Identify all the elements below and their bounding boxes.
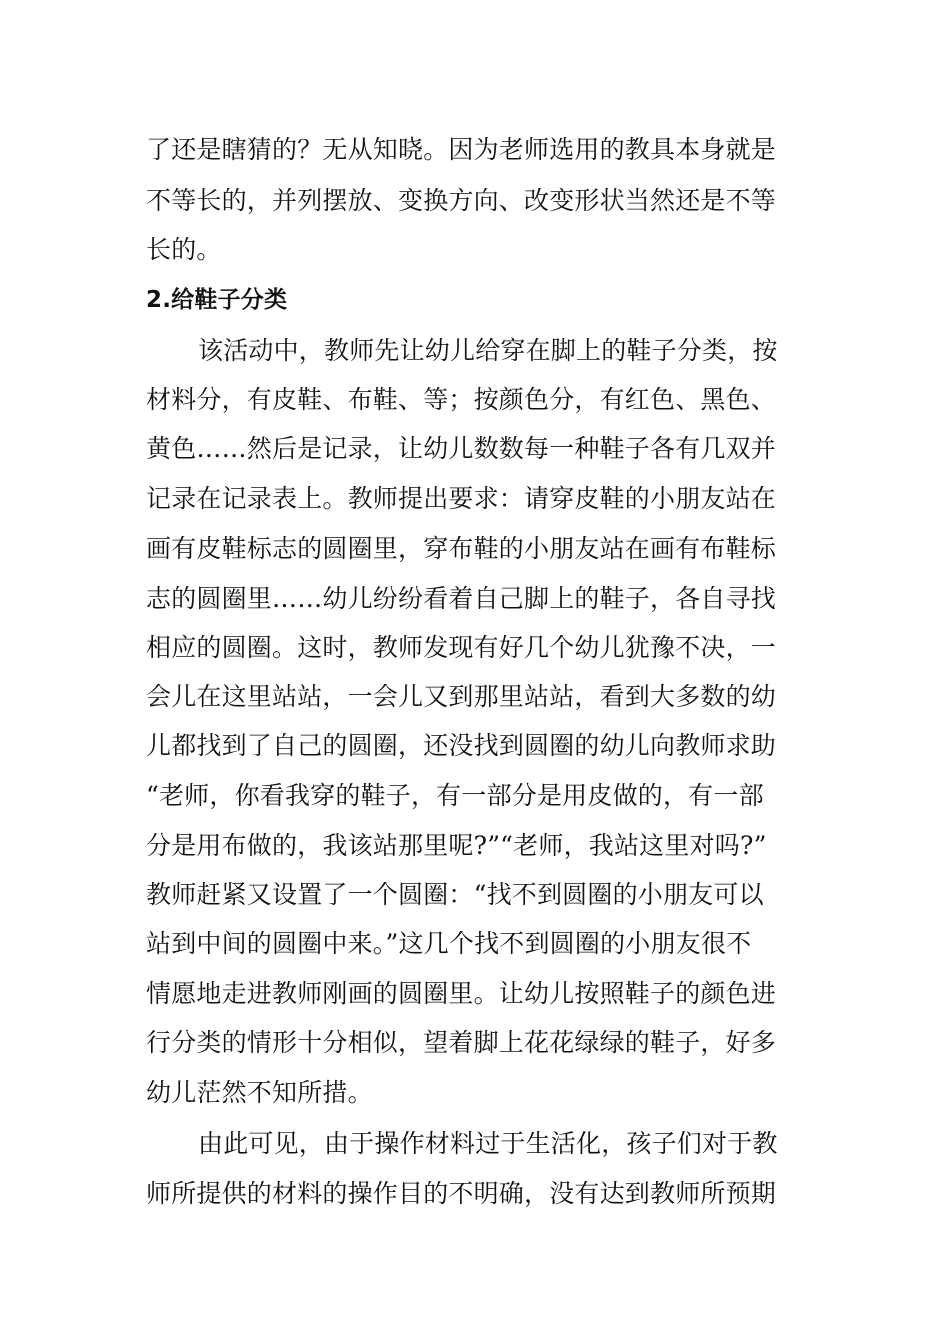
paragraph-line: 画有皮鞋标志的圆圈里，穿布鞋的小朋友站在画有布鞋标 (146, 534, 777, 563)
paragraph-line: 志的圆圈里……幼儿纷纷看着自己脚上的鞋子，各自寻找 (146, 584, 777, 613)
paragraph-line: 师所提供的材料的操作目的不明确，没有达到教师所预期 (146, 1179, 777, 1208)
paragraph-line: 站到中间的圆圈中来。”这几个找不到圆圈的小朋友很不 (146, 929, 752, 958)
paragraph-line: 教师赶紧又设置了一个圆圈：“找不到圆圈的小朋友可以 (146, 880, 764, 909)
paragraph-line: “老师，你看我穿的鞋子，有一部分是用皮做的，有一部 (146, 781, 764, 810)
paragraph-line: 儿都找到了自己的圆圈，还没找到圆圈的幼儿向教师求助 (146, 731, 777, 760)
paragraph-line: 行分类的情形十分相似，望着脚上花花绿绿的鞋子，好多 (146, 1028, 777, 1057)
paragraph-line: 由此可见，由于操作材料过于生活化，孩子们对于教 (198, 1129, 778, 1158)
paragraph-line: 不等长的，并列摆放、变换方向、改变形状当然还是不等 (146, 186, 777, 215)
paragraph-line: 相应的圆圈。这时，教师发现有好几个幼儿犹豫不决，一 (146, 633, 777, 662)
paragraph-line: 记录在记录表上。教师提出要求：请穿皮鞋的小朋友站在 (146, 484, 777, 513)
paragraph-line: 情愿地走进教师刚画的圆圈里。让幼儿按照鞋子的颜色进 (146, 979, 777, 1008)
paragraph-line: 材料分，有皮鞋、布鞋、等；按颜色分，有红色、黑色、 (146, 385, 777, 414)
paragraph-line: 了还是瞎猜的？无从知晓。因为老师选用的教具本身就是 (146, 135, 777, 164)
paragraph-line: 分是用布做的，我该站那里呢?”“老师，我站这里对吗?” (146, 831, 767, 860)
paragraph-line: 黄色……然后是记录，让幼儿数数每一种鞋子各有几双并 (146, 434, 777, 463)
paragraph-line: 幼儿茫然不知所措。 (146, 1078, 373, 1107)
paragraph-line: 该活动中，教师先让幼儿给穿在脚上的鞋子分类，按 (198, 336, 778, 365)
paragraph-line: 会儿在这里站站，一会儿又到那里站站，看到大多数的幼 (146, 682, 777, 711)
paragraph-line: 长的。 (146, 235, 222, 264)
section-heading: 2.给鞋子分类 (146, 287, 288, 313)
